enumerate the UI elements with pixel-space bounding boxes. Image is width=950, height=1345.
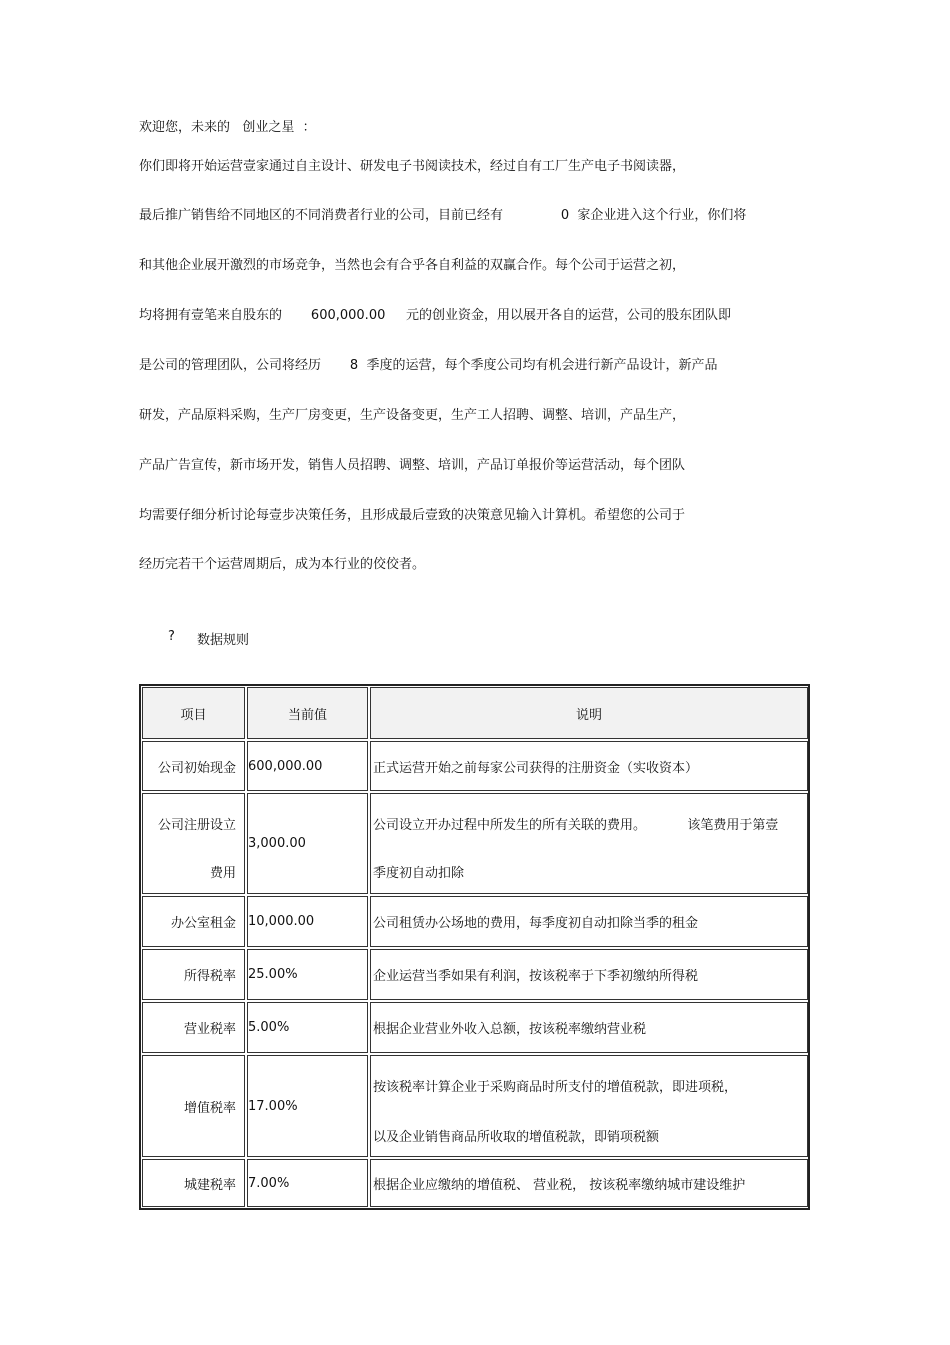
- table-header-row: [141, 686, 808, 740]
- intro-line-7: 产品广告宣传，新市场开发，销售人员招聘、调整、培训，产品订单报价等运营活动，每个团队: [139, 458, 686, 473]
- row-desc: 企业运营当季如果有利润，按该税率于下季初缴纳所得税: [370, 949, 808, 1000]
- intro-line-9: 经历完若干个运营周期后，成为本行业的佼佼者。: [139, 557, 426, 572]
- row-value: 5.00%: [247, 1002, 368, 1053]
- row-desc-line-1: 按该税率计算企业于采购商品时所支付的增值税款，即进项税，: [373, 1080, 738, 1095]
- intro-line-2: 最后推广销售给不同地区的不同消费者行业的公司，目前已经有 0 家企业进入这个行业，你们将: [139, 208, 747, 223]
- row-value: 7.00%: [247, 1159, 368, 1207]
- intro-line-8: 均需要仔细分析讨论每壹步决策任务，且形成最后壹致的决策意见输入计算机。希望您的公司于: [139, 508, 686, 523]
- table-row: [141, 1001, 808, 1054]
- row-item: 所得税率: [142, 949, 245, 1000]
- data-rules-table: [139, 684, 810, 1210]
- row-item: [142, 793, 245, 894]
- row-desc: 根据企业营业外收入总额，按该税率缴纳营业税: [370, 1002, 808, 1053]
- header-item: 项目: [142, 687, 245, 739]
- table-row: [141, 1054, 808, 1158]
- intro-line-6: 研发，产品原料采购，生产厂房变更，生产设备变更，生产工人招聘、调整、培训，产品生产，: [139, 408, 686, 423]
- table-row: [141, 740, 808, 792]
- intro-line-4: 均将拥有壹笔来自股东的 600,000.00 元的创业资金，用以展开各自的运营，公司的股东团队即: [139, 308, 732, 323]
- table-row: [141, 895, 808, 948]
- row-desc-line-1: 公司设立开办过程中所发生的所有关联的费用。 该笔费用于第壹: [373, 818, 779, 833]
- header-value: 当前值: [247, 687, 368, 739]
- row-value: 17.00%: [247, 1055, 368, 1157]
- intro-line-1: 你们即将开始运营壹家通过自主设计、研发电子书阅读技术，经过自有工厂生产电子书阅读器，: [139, 159, 686, 174]
- row-desc: [370, 1055, 808, 1157]
- intro-line-3: 和其他企业展开激烈的市场竞争，当然也会有合乎各自利益的双赢合作。每个公司于运营之初，: [139, 258, 686, 273]
- table-row: [141, 792, 808, 895]
- greeting: 欢迎您，未来的 创业之星 ：: [139, 120, 316, 135]
- row-item: 城建税率: [142, 1159, 245, 1207]
- table-row: [141, 1158, 808, 1208]
- section-bullet: ?: [168, 629, 175, 644]
- row-value: 10,000.00: [247, 896, 368, 947]
- intro-line-5: 是公司的管理团队，公司将经历 8 季度的运营，每个季度公司均有机会进行新产品设计，新产品: [139, 358, 718, 373]
- row-desc: 正式运营开始之前每家公司获得的注册资金（实收资本）: [370, 741, 808, 791]
- row-desc-line-2: 以及企业销售商品所收取的增值税款，即销项税额: [373, 1130, 660, 1145]
- row-desc: 公司租赁办公场地的费用，每季度初自动扣除当季的租金: [370, 896, 808, 947]
- section-title: 数据规则: [197, 633, 250, 648]
- row-item: 公司初始现金: [142, 741, 245, 791]
- row-value: 3,000.00: [247, 793, 368, 894]
- row-value: 600,000.00: [247, 741, 368, 791]
- row-desc: [370, 793, 808, 894]
- row-item: 办公室租金: [142, 896, 245, 947]
- row-desc: 根据企业应缴纳的增值税、 营业税， 按该税率缴纳城市建设维护: [370, 1159, 808, 1207]
- row-value: 25.00%: [247, 949, 368, 1000]
- row-item: 营业税率: [142, 1002, 245, 1053]
- table-row: [141, 948, 808, 1001]
- row-desc-line-2: 季度初自动扣除: [373, 866, 465, 881]
- header-desc: 说明: [370, 687, 808, 739]
- row-item-line-2: 费用: [209, 866, 236, 881]
- row-item-line-1: 公司注册设立: [157, 818, 236, 833]
- row-item: 增值税率: [142, 1055, 245, 1157]
